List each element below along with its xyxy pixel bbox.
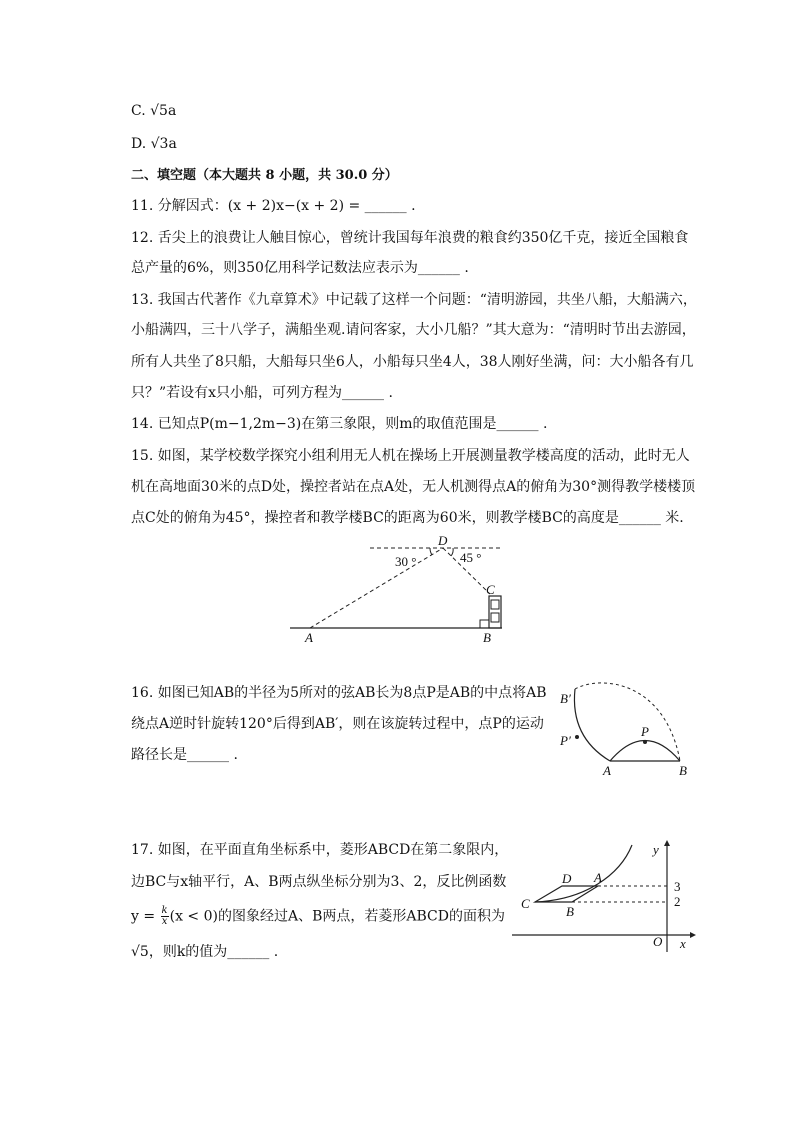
label-angle-30: 30 ° — [395, 554, 417, 569]
fraction-numerator: k — [161, 905, 168, 916]
label-b: B — [566, 904, 574, 919]
label-origin: O — [653, 934, 663, 949]
label-b: B — [483, 630, 491, 645]
label-p: P — [641, 724, 649, 739]
arc-ab-prime — [574, 689, 610, 761]
question-16-line1: 16. 如图已知AB的半径为5所对的弦AB长为8点P是AB的中点将AB — [131, 685, 547, 701]
label-a: A — [305, 630, 313, 645]
fraction-k-over-x — [161, 906, 169, 927]
question-17-line3 — [131, 906, 505, 927]
label-a: A — [594, 870, 602, 885]
label-c: C — [486, 582, 495, 597]
question-15-line1: 15. 如图，某学校数学探究小组利用无人机在操场上开展测量教学楼高度的活动，此时无人 — [131, 448, 690, 464]
rhombus-abcd — [535, 886, 598, 902]
question-15-line2: 机在高地面30米的点D处，操控者站在点A处，无人机测得点A的俯角为30°测得教学楼楼顶 — [131, 479, 696, 495]
label-b-prime: B′ — [560, 691, 571, 706]
label-angle-45: 45 ° — [460, 550, 482, 565]
y-axis-arrow — [664, 840, 670, 846]
tick-label-2: 2 — [674, 894, 681, 909]
question-13-line4: 只？”若设有x只小船，可列方程为______ . — [131, 385, 393, 401]
question-13-line1: 13. 我国古代著作《九章算术》中记载了这样一个问题：“清明游园，共坐八船，大船满六， — [131, 292, 697, 308]
fraction-denominator: x — [161, 916, 168, 927]
question-12-line2: 总产量的6%，则350亿用科学记数法应表示为______ . — [131, 260, 469, 276]
label-d: D — [562, 871, 572, 886]
angle-arc-45 — [451, 548, 453, 556]
label-c: C — [521, 896, 530, 911]
equation-prefix: y = — [131, 908, 160, 925]
label-p-prime: P′ — [560, 733, 571, 748]
question-11: 11. 分解因式：(x + 2)x−(x + 2) = ______ . — [131, 198, 416, 214]
question-17-line2: 边BC与x轴平行，A、B两点纵坐标分别为3、2，反比例函数 — [131, 874, 507, 890]
question-13-line3: 所有人共坐了8只船，大船每只坐6人，小船每只坐4人，38人刚好坐满，问：大小船各有几 — [131, 354, 694, 370]
section-heading-fill-in: 二、填空题（本大题共 8 小题，共 30.0 分） — [131, 168, 398, 183]
label-d: D — [438, 533, 448, 548]
option-d: D. √3a — [131, 136, 177, 152]
right-angle-mark — [480, 620, 489, 628]
label-b: B — [679, 763, 687, 778]
option-c: C. √5a — [131, 103, 177, 119]
question-17-line4: √5，则k的值为______ . — [131, 944, 279, 960]
point-p-prime — [575, 735, 579, 739]
question-17-figure — [510, 840, 700, 955]
question-16-figure — [555, 675, 700, 785]
question-13-line2: 小船满四，三十八学子，满船坐观.请问客家，大小几船？”其大意为：“清明时节出去游园， — [131, 322, 696, 338]
tick-label-3: 3 — [674, 879, 681, 894]
rotation-path — [575, 683, 680, 761]
question-15-line3: 点C处的俯角为45°，操控者和教学楼BC的距离为60米，则教学楼BC的高度是______ 米. — [131, 510, 684, 526]
x-axis-arrow — [690, 932, 696, 938]
question-16-line2: 绕点A逆时针旋转120°后得到AB′，则在该旋转过程中，点P的运动 — [131, 716, 544, 732]
label-a: A — [603, 763, 611, 778]
point-p — [643, 740, 647, 744]
question-16-line3: 路径长是______ . — [131, 747, 238, 763]
label-x-axis: x — [680, 936, 686, 951]
question-14: 14. 已知点P(m−1,2m−3)在第三象限，则m的取值范围是______ . — [131, 416, 548, 432]
line-da — [310, 548, 443, 628]
equation-suffix: (x < 0)的图象经过A、B两点，若菱形ABCD的面积为 — [169, 908, 505, 925]
question-17-line1: 17. 如图，在平面直角坐标系中，菱形ABCD在第二象限内， — [131, 842, 509, 858]
question-12-line1: 12. 舌尖上的浪费让人触目惊心，曾统计我国每年浪费的粮食约350亿千克，接近全国粮食 — [131, 230, 689, 246]
building-window-top — [491, 600, 499, 609]
question-15-figure — [280, 530, 520, 650]
label-y-axis: y — [653, 842, 659, 857]
angle-arc-30 — [430, 548, 432, 555]
building-window-bottom — [491, 613, 499, 622]
